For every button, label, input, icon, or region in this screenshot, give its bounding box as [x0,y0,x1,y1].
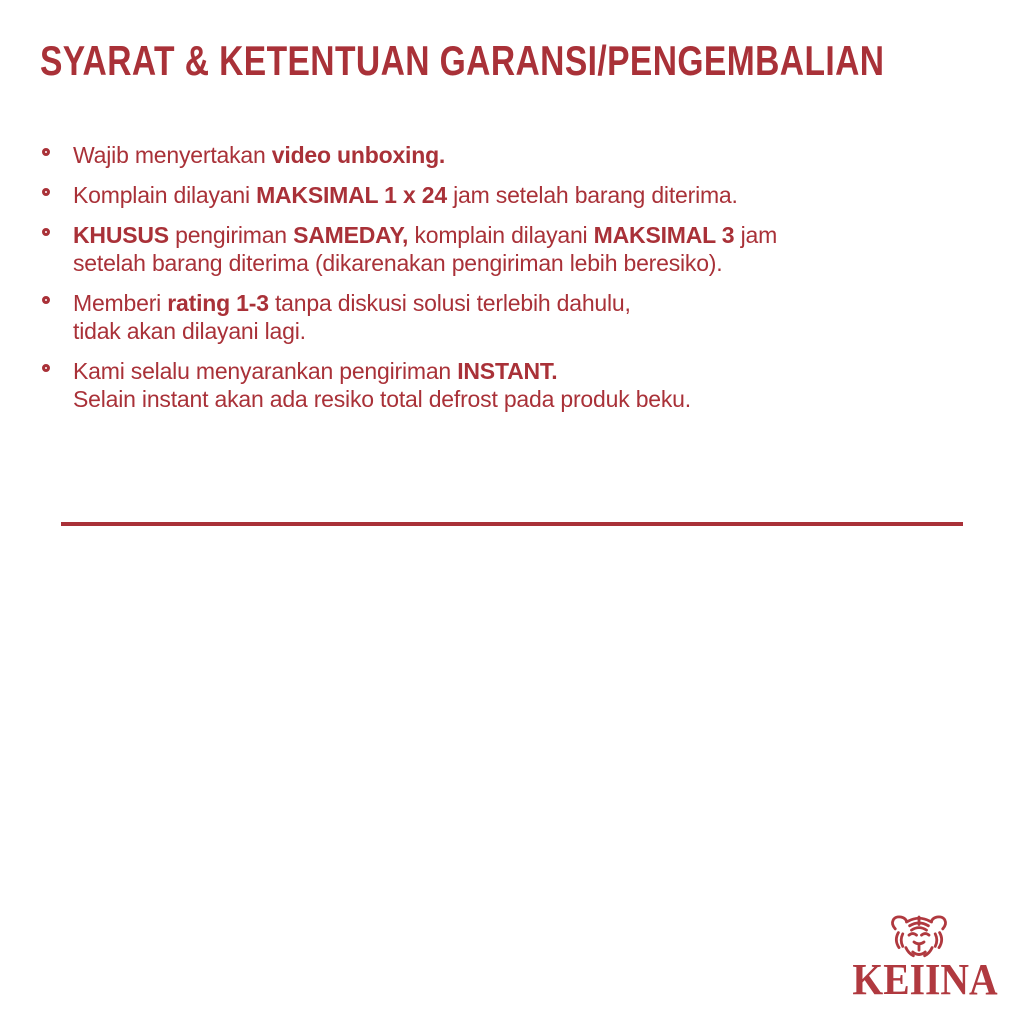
circle-bullet-icon [42,364,50,372]
brand-logo [845,912,998,1004]
term-line: tidak akan dilayani lagi. [73,318,306,344]
term-line: Komplain dilayani MAKSIMAL 1 x 24 jam setelah barang diterima. [73,182,738,208]
divider-line [61,522,963,526]
term-line: Wajib menyertakan video unboxing. [73,142,446,168]
page-title: SYARAT & KETENTUAN GARANSI/PENGEMBALIAN [40,37,885,84]
term-line: Kami selalu menyarankan pengiriman INSTANT. [73,358,558,384]
term-text [73,357,691,413]
circle-bullet-icon [42,188,50,196]
term-line: Memberi rating 1-3 tanpa diskusi solusi terlebih dahulu, [73,290,631,316]
term-item [42,289,972,345]
terms-list [42,141,972,425]
circle-bullet-icon [42,148,50,156]
term-item [42,221,972,277]
term-line: Selain instant akan ada resiko total defrost pada produk beku. [73,386,691,412]
term-item [42,181,972,209]
term-text [73,289,631,345]
term-line: setelah barang diterima (dikarenakan pengiriman lebih beresiko). [73,250,723,276]
term-text [73,181,738,209]
term-item [42,357,972,413]
term-item [42,141,972,169]
brand-name: KEIINA [852,955,998,1004]
term-text [73,221,777,277]
term-line: KHUSUS pengiriman SAMEDAY, komplain dilayani MAKSIMAL 3 jam [73,222,778,248]
term-text [73,141,445,169]
circle-bullet-icon [42,296,50,304]
circle-bullet-icon [42,228,50,236]
